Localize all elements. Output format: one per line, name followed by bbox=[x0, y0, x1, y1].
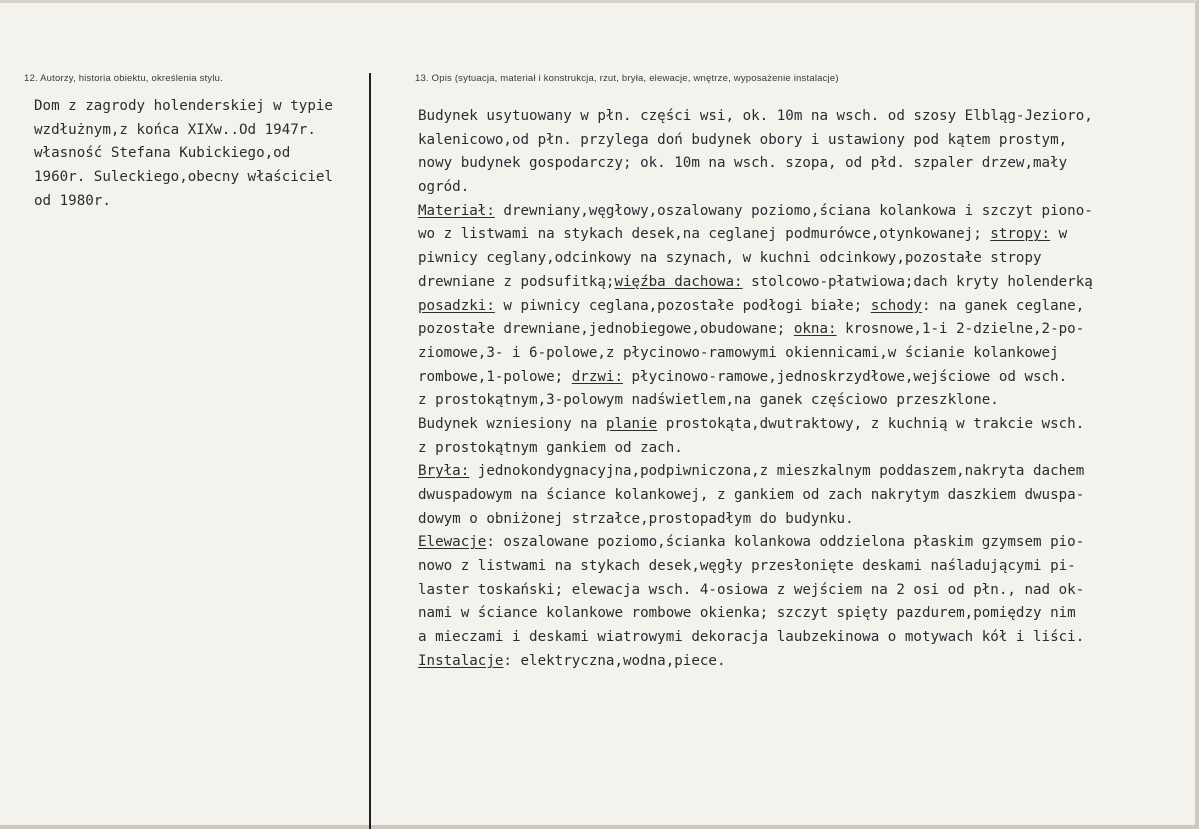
description-line bbox=[418, 342, 1093, 366]
description-text-run: dowym o obniżonej strzałce,prostopadłym do budynku. bbox=[418, 510, 854, 527]
description-line bbox=[418, 200, 1093, 224]
underlined-term: stropy: bbox=[990, 226, 1051, 243]
description-text-run: krosnowe,1-i 2-dzielne,2-po- bbox=[836, 321, 1085, 338]
description-text-run: wo z listwami na stykach desek,na ceglanej podmurówce,otynkowanej; bbox=[418, 226, 991, 243]
description-line bbox=[418, 531, 1093, 555]
description-text bbox=[418, 105, 1093, 674]
underlined-term: Instalacje bbox=[418, 652, 504, 669]
description-text-run: : oszalowane poziomo,ścianka kolankowa oddzielona płaskim gzymsem pio- bbox=[486, 534, 1085, 551]
description-line bbox=[418, 579, 1093, 603]
description-text-run: laster toskański; elewacja wsch. 4-osiowa z wejściem na 2 osi od płn., nad ok- bbox=[418, 581, 1085, 598]
description-text-run: kalenicowo,od płn. przylega doń budynek obory i ustawiony pod kątem prostym, bbox=[418, 131, 1068, 148]
description-text-run: : elektryczna,wodna,piece. bbox=[503, 652, 726, 669]
history-line: własność Stefana Kubickiego,od bbox=[34, 145, 291, 162]
underlined-term: schody bbox=[870, 297, 922, 314]
description-line bbox=[418, 152, 1093, 176]
description-text-run: jednokondygnacyjna,podpiwniczona,z mieszkalnym poddaszem,nakryta dachem bbox=[469, 463, 1085, 480]
underlined-term: Elewacje bbox=[418, 534, 487, 551]
history-line: wzdłużnym,z końca XIXw..Od 1947r. bbox=[34, 121, 316, 138]
description-line bbox=[418, 437, 1093, 461]
description-text-run: ogród. bbox=[418, 179, 470, 196]
description-line bbox=[418, 129, 1093, 153]
section-12-heading: 12. Autorzy, historia obiektu, określenia stylu. bbox=[24, 73, 223, 84]
description-line bbox=[418, 318, 1093, 342]
description-line bbox=[418, 223, 1093, 247]
underlined-term: okna: bbox=[793, 321, 837, 338]
history-line: Dom z zagrody holenderskiej w typie bbox=[34, 98, 333, 114]
section-13-heading: 13. Opis (sytuacja, materiał i konstrukcja, rzut, bryła, elewacje, wnętrze, wyposażenie instalacje) bbox=[415, 73, 839, 84]
description-text-run: prostokąta,dwutraktowy, z kuchnią w trakcie wsch. bbox=[657, 415, 1085, 432]
description-text-run: stolcowo-płatwiowa;dach kryty holenderką bbox=[742, 273, 1093, 290]
description-line bbox=[418, 650, 1093, 674]
description-text-run: rombowe,1-polowe; bbox=[418, 368, 572, 385]
description-text-run: drewniane z podsufitką; bbox=[418, 273, 615, 290]
description-text-run: a mieczami i deskami wiatrowymi dekoracja laubzekinowa o motywach kół i liści. bbox=[418, 629, 1085, 646]
history-text bbox=[34, 95, 333, 213]
description-text-run: z prostokątnym gankiem od zach. bbox=[418, 439, 683, 456]
underlined-term: drzwi: bbox=[571, 368, 623, 385]
description-text-run: nowy budynek gospodarczy; ok. 10m na wsch. szopa, od płd. szpaler drzew,mały bbox=[418, 155, 1068, 172]
description-text-run: ziomowe,3- i 6-polowe,z płycinowo-ramowymi okiennicami,w ścianie kolankowej bbox=[418, 344, 1059, 361]
description-line bbox=[418, 626, 1093, 650]
description-line bbox=[418, 295, 1093, 319]
description-text-run: dwuspadowym na ściance kolankowej, z gankiem od zach nakrytym daszkiem dwuspa- bbox=[418, 487, 1085, 503]
history-line: 1960r. Suleckiego,obecny właściciel bbox=[34, 169, 333, 186]
description-text-run: z prostokątnym,3-polowym nadświetlem,na ganek częściowo przeszklone. bbox=[418, 392, 999, 409]
description-line bbox=[418, 366, 1093, 390]
description-text-run: piwnicy ceglany,odcinkowy na szynach, w kuchni odcinkowy,pozostałe stropy bbox=[418, 250, 1042, 267]
underlined-term: planie bbox=[605, 415, 658, 432]
description-line bbox=[418, 105, 1093, 129]
description-text-run: w piwnicy ceglana,pozostałe podłogi białe; bbox=[494, 297, 871, 314]
description-text-run: płycinowo-ramowe,jednoskrzydłowe,wejściowe od wsch. bbox=[623, 368, 1068, 385]
description-text-run: nowo z listwami na stykach desek,węgły przesłonięte deskami naśladującymi pi- bbox=[418, 558, 1076, 575]
description-line bbox=[418, 271, 1093, 295]
description-line bbox=[418, 460, 1093, 484]
description-text-run: : na ganek ceglane, bbox=[921, 297, 1085, 314]
underlined-term: Bryła: bbox=[418, 463, 470, 480]
description-text-run: Budynek usytuowany w płn. części wsi, ok. 10m na wsch. od szosy Elbląg-Jezioro, bbox=[418, 108, 1093, 124]
description-line bbox=[418, 555, 1093, 579]
history-line: od 1980r. bbox=[34, 192, 111, 209]
description-text-run: w bbox=[1050, 226, 1068, 243]
description-text-run: drewniany,węgłowy,oszalowany poziomo,ściana kolankowa i szczyt piono- bbox=[494, 202, 1093, 219]
underlined-term: Materiał: bbox=[418, 202, 495, 219]
description-line bbox=[418, 389, 1093, 413]
description-line bbox=[418, 602, 1093, 626]
description-line bbox=[418, 484, 1093, 508]
description-text-run: Budynek wzniesiony na bbox=[418, 415, 606, 432]
description-line bbox=[418, 508, 1093, 532]
description-line bbox=[418, 413, 1093, 437]
description-text-run: nami w ściance kolankowe rombowe okienka; szczyt spięty pazdurem,pomiędzy nim bbox=[418, 605, 1076, 622]
underlined-term: więźba dachowa: bbox=[614, 273, 743, 290]
underlined-term: posadzki: bbox=[418, 297, 495, 314]
description-line bbox=[418, 176, 1093, 200]
description-line bbox=[418, 247, 1093, 271]
column-divider bbox=[369, 73, 371, 829]
description-text-run: pozostałe drewniane,jednobiegowe,obudowane; bbox=[418, 321, 794, 338]
